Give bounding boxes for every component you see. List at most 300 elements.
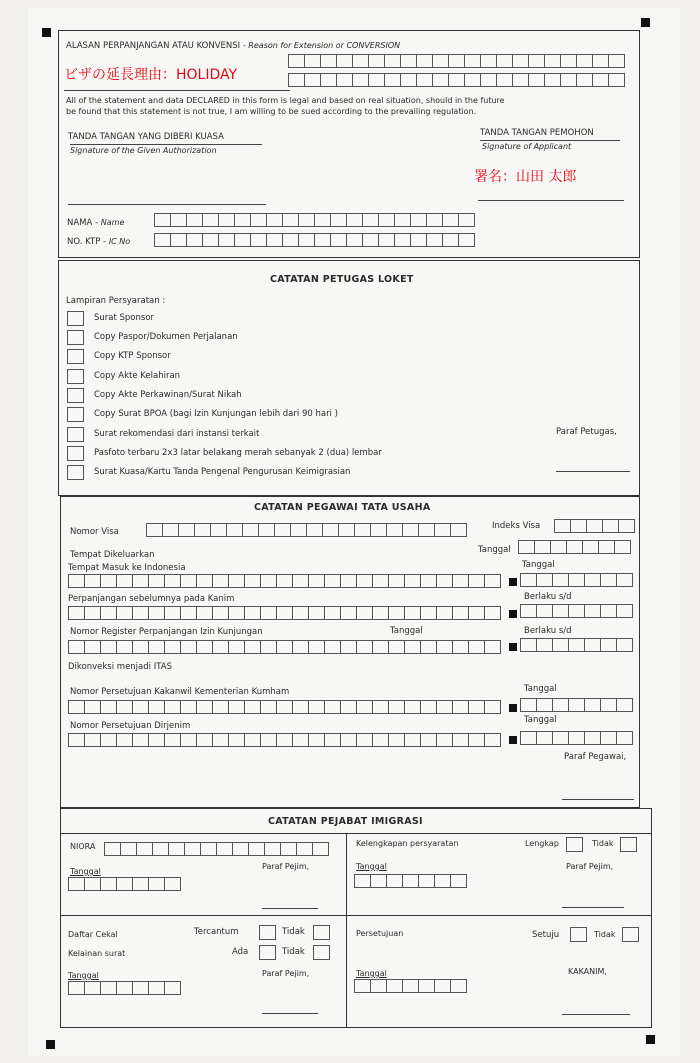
character-box[interactable]: [213, 700, 229, 714]
character-box[interactable]: [165, 640, 181, 654]
character-box[interactable]: [171, 233, 187, 247]
character-box[interactable]: [437, 700, 453, 714]
character-box[interactable]: [453, 640, 469, 654]
character-box[interactable]: [85, 640, 101, 654]
character-box[interactable]: [245, 640, 261, 654]
character-box[interactable]: [181, 574, 197, 588]
character-box[interactable]: [275, 523, 291, 537]
reason-filled-value[interactable]: ビザの延長理由：HOLIDAY: [64, 67, 238, 83]
character-box[interactable]: [601, 698, 617, 712]
character-box[interactable]: [229, 574, 245, 588]
character-box[interactable]: [569, 573, 585, 587]
character-box[interactable]: [601, 638, 617, 652]
character-box[interactable]: [403, 979, 419, 993]
character-box[interactable]: [203, 213, 219, 227]
character-box[interactable]: [553, 731, 569, 745]
character-box[interactable]: [603, 519, 619, 533]
character-box[interactable]: [521, 698, 537, 712]
lengkap-checkbox[interactable]: [566, 837, 583, 852]
character-box[interactable]: [321, 73, 337, 87]
character-box[interactable]: [353, 54, 369, 68]
character-box[interactable]: [453, 574, 469, 588]
character-box[interactable]: [339, 523, 355, 537]
character-box[interactable]: [385, 54, 401, 68]
character-box[interactable]: [133, 606, 149, 620]
character-box[interactable]: [405, 574, 421, 588]
character-box[interactable]: [233, 842, 249, 856]
character-box[interactable]: [249, 842, 265, 856]
character-box[interactable]: [521, 638, 537, 652]
character-box[interactable]: [385, 73, 401, 87]
character-box[interactable]: [293, 640, 309, 654]
character-box[interactable]: [585, 731, 601, 745]
attachment-checkbox[interactable]: [67, 388, 84, 403]
character-box[interactable]: [299, 213, 315, 227]
character-box[interactable]: [519, 540, 535, 554]
character-box[interactable]: [437, 606, 453, 620]
character-box[interactable]: [101, 700, 117, 714]
character-box[interactable]: [405, 606, 421, 620]
character-box[interactable]: [181, 700, 197, 714]
perpanjangan-boxes[interactable]: [68, 606, 501, 620]
character-box[interactable]: [325, 574, 341, 588]
tanggal-boxes[interactable]: [520, 731, 633, 745]
character-box[interactable]: [261, 640, 277, 654]
indeks-visa-boxes[interactable]: [554, 519, 635, 533]
character-box[interactable]: [133, 640, 149, 654]
character-box[interactable]: [149, 640, 165, 654]
character-box[interactable]: [305, 73, 321, 87]
character-box[interactable]: [373, 733, 389, 747]
tidak-checkbox[interactable]: [620, 837, 637, 852]
character-box[interactable]: [469, 700, 485, 714]
character-box[interactable]: [197, 606, 213, 620]
character-box[interactable]: [155, 233, 171, 247]
character-box[interactable]: [347, 233, 363, 247]
character-box[interactable]: [585, 604, 601, 618]
character-box[interactable]: [355, 523, 371, 537]
character-box[interactable]: [153, 842, 169, 856]
character-box[interactable]: [435, 979, 451, 993]
character-box[interactable]: [427, 213, 443, 227]
character-box[interactable]: [261, 574, 277, 588]
character-box[interactable]: [251, 213, 267, 227]
character-box[interactable]: [617, 573, 633, 587]
character-box[interactable]: [245, 574, 261, 588]
character-box[interactable]: [85, 574, 101, 588]
character-box[interactable]: [197, 574, 213, 588]
character-box[interactable]: [437, 640, 453, 654]
character-box[interactable]: [465, 73, 481, 87]
character-box[interactable]: [537, 698, 553, 712]
tanggal-boxes[interactable]: [354, 874, 467, 888]
character-box[interactable]: [405, 700, 421, 714]
character-box[interactable]: [569, 604, 585, 618]
character-box[interactable]: [395, 213, 411, 227]
character-box[interactable]: [341, 640, 357, 654]
character-box[interactable]: [569, 731, 585, 745]
tidak-checkbox[interactable]: [622, 927, 639, 942]
character-box[interactable]: [133, 574, 149, 588]
character-box[interactable]: [101, 733, 117, 747]
character-box[interactable]: [529, 54, 545, 68]
character-box[interactable]: [213, 640, 229, 654]
attachment-checkbox[interactable]: [67, 369, 84, 384]
character-box[interactable]: [117, 981, 133, 995]
character-box[interactable]: [545, 54, 561, 68]
character-box[interactable]: [291, 523, 307, 537]
character-box[interactable]: [373, 640, 389, 654]
character-box[interactable]: [101, 640, 117, 654]
character-box[interactable]: [211, 523, 227, 537]
character-box[interactable]: [101, 877, 117, 891]
character-box[interactable]: [213, 606, 229, 620]
character-box[interactable]: [485, 640, 501, 654]
character-box[interactable]: [357, 733, 373, 747]
character-box[interactable]: [401, 73, 417, 87]
character-box[interactable]: [331, 233, 347, 247]
character-box[interactable]: [569, 638, 585, 652]
character-box[interactable]: [593, 54, 609, 68]
character-box[interactable]: [315, 213, 331, 227]
character-box[interactable]: [459, 233, 475, 247]
character-box[interactable]: [403, 874, 419, 888]
character-box[interactable]: [537, 638, 553, 652]
character-box[interactable]: [449, 73, 465, 87]
character-box[interactable]: [451, 523, 467, 537]
character-box[interactable]: [449, 54, 465, 68]
persetujuan-dirjen-boxes[interactable]: [68, 733, 501, 747]
character-box[interactable]: [309, 606, 325, 620]
character-box[interactable]: [513, 73, 529, 87]
character-box[interactable]: [235, 213, 251, 227]
character-box[interactable]: [149, 877, 165, 891]
character-box[interactable]: [355, 979, 371, 993]
character-box[interactable]: [137, 842, 153, 856]
character-box[interactable]: [299, 233, 315, 247]
persetujuan-kakanwil-boxes[interactable]: [68, 700, 501, 714]
character-box[interactable]: [421, 640, 437, 654]
applicant-signature[interactable]: 署名：山田 太郎: [474, 169, 577, 185]
character-box[interactable]: [451, 979, 467, 993]
berlaku-boxes[interactable]: [520, 604, 633, 618]
character-box[interactable]: [289, 73, 305, 87]
character-box[interactable]: [213, 574, 229, 588]
character-box[interactable]: [261, 700, 277, 714]
character-box[interactable]: [197, 640, 213, 654]
character-box[interactable]: [437, 733, 453, 747]
character-box[interactable]: [293, 574, 309, 588]
character-box[interactable]: [309, 640, 325, 654]
character-box[interactable]: [571, 519, 587, 533]
character-box[interactable]: [117, 640, 133, 654]
character-box[interactable]: [421, 733, 437, 747]
character-box[interactable]: [469, 640, 485, 654]
character-box[interactable]: [529, 73, 545, 87]
character-box[interactable]: [235, 233, 251, 247]
character-box[interactable]: [411, 233, 427, 247]
character-box[interactable]: [169, 842, 185, 856]
character-box[interactable]: [553, 604, 569, 618]
character-box[interactable]: [417, 54, 433, 68]
tanggal-boxes[interactable]: [68, 877, 181, 891]
character-box[interactable]: [347, 213, 363, 227]
character-box[interactable]: [121, 842, 137, 856]
character-box[interactable]: [309, 733, 325, 747]
character-box[interactable]: [585, 573, 601, 587]
character-box[interactable]: [421, 606, 437, 620]
character-box[interactable]: [229, 640, 245, 654]
character-box[interactable]: [69, 733, 85, 747]
character-box[interactable]: [69, 877, 85, 891]
character-box[interactable]: [369, 73, 385, 87]
character-box[interactable]: [309, 700, 325, 714]
character-box[interactable]: [85, 981, 101, 995]
character-box[interactable]: [283, 233, 299, 247]
character-box[interactable]: [69, 700, 85, 714]
character-box[interactable]: [325, 606, 341, 620]
character-box[interactable]: [587, 519, 603, 533]
character-box[interactable]: [617, 638, 633, 652]
character-box[interactable]: [433, 54, 449, 68]
character-box[interactable]: [341, 606, 357, 620]
character-box[interactable]: [69, 606, 85, 620]
character-box[interactable]: [371, 523, 387, 537]
character-box[interactable]: [355, 874, 371, 888]
character-box[interactable]: [437, 574, 453, 588]
character-box[interactable]: [485, 733, 501, 747]
character-box[interactable]: [147, 523, 163, 537]
character-box[interactable]: [229, 700, 245, 714]
attachment-checkbox[interactable]: [67, 349, 84, 364]
character-box[interactable]: [217, 842, 233, 856]
character-box[interactable]: [133, 981, 149, 995]
character-box[interactable]: [521, 731, 537, 745]
character-box[interactable]: [259, 523, 275, 537]
character-box[interactable]: [289, 54, 305, 68]
character-box[interactable]: [453, 700, 469, 714]
character-box[interactable]: [465, 54, 481, 68]
character-box[interactable]: [325, 733, 341, 747]
character-box[interactable]: [585, 638, 601, 652]
character-box[interactable]: [363, 213, 379, 227]
tidak-checkbox[interactable]: [313, 925, 330, 940]
character-box[interactable]: [537, 573, 553, 587]
character-box[interactable]: [203, 233, 219, 247]
character-box[interactable]: [281, 842, 297, 856]
character-box[interactable]: [389, 606, 405, 620]
character-box[interactable]: [353, 73, 369, 87]
character-box[interactable]: [617, 604, 633, 618]
setuju-checkbox[interactable]: [570, 927, 587, 942]
character-box[interactable]: [401, 54, 417, 68]
character-box[interactable]: [229, 733, 245, 747]
character-box[interactable]: [165, 606, 181, 620]
character-box[interactable]: [513, 54, 529, 68]
character-box[interactable]: [341, 700, 357, 714]
character-box[interactable]: [321, 54, 337, 68]
character-box[interactable]: [599, 540, 615, 554]
character-box[interactable]: [309, 574, 325, 588]
character-box[interactable]: [417, 73, 433, 87]
character-box[interactable]: [133, 733, 149, 747]
character-box[interactable]: [537, 604, 553, 618]
tercantum-checkbox[interactable]: [259, 925, 276, 940]
character-box[interactable]: [213, 733, 229, 747]
character-box[interactable]: [593, 73, 609, 87]
character-box[interactable]: [371, 979, 387, 993]
character-box[interactable]: [305, 54, 321, 68]
character-box[interactable]: [601, 573, 617, 587]
character-box[interactable]: [601, 604, 617, 618]
character-box[interactable]: [245, 700, 261, 714]
character-box[interactable]: [469, 574, 485, 588]
character-box[interactable]: [201, 842, 217, 856]
character-box[interactable]: [411, 213, 427, 227]
character-box[interactable]: [185, 842, 201, 856]
character-box[interactable]: [585, 698, 601, 712]
name-boxes[interactable]: [154, 213, 475, 227]
character-box[interactable]: [451, 874, 467, 888]
character-box[interactable]: [551, 540, 567, 554]
character-box[interactable]: [485, 606, 501, 620]
character-box[interactable]: [181, 640, 197, 654]
character-box[interactable]: [453, 606, 469, 620]
tanggal-boxes[interactable]: [68, 981, 181, 995]
character-box[interactable]: [357, 700, 373, 714]
character-box[interactable]: [485, 574, 501, 588]
character-box[interactable]: [553, 573, 569, 587]
character-box[interactable]: [453, 733, 469, 747]
character-box[interactable]: [553, 698, 569, 712]
character-box[interactable]: [421, 574, 437, 588]
character-box[interactable]: [357, 574, 373, 588]
character-box[interactable]: [197, 733, 213, 747]
character-box[interactable]: [229, 606, 245, 620]
character-box[interactable]: [265, 842, 281, 856]
character-box[interactable]: [387, 979, 403, 993]
character-box[interactable]: [149, 981, 165, 995]
character-box[interactable]: [197, 700, 213, 714]
character-box[interactable]: [569, 698, 585, 712]
tempat-masuk-boxes[interactable]: [68, 574, 501, 588]
character-box[interactable]: [245, 606, 261, 620]
character-box[interactable]: [379, 213, 395, 227]
character-box[interactable]: [419, 523, 435, 537]
character-box[interactable]: [357, 640, 373, 654]
character-box[interactable]: [307, 523, 323, 537]
character-box[interactable]: [165, 733, 181, 747]
berlaku-boxes[interactable]: [520, 638, 633, 652]
character-box[interactable]: [617, 731, 633, 745]
character-box[interactable]: [427, 233, 443, 247]
character-box[interactable]: [421, 700, 437, 714]
character-box[interactable]: [403, 523, 419, 537]
character-box[interactable]: [521, 604, 537, 618]
character-box[interactable]: [325, 640, 341, 654]
character-box[interactable]: [101, 574, 117, 588]
character-box[interactable]: [187, 213, 203, 227]
character-box[interactable]: [617, 698, 633, 712]
character-box[interactable]: [609, 73, 625, 87]
character-box[interactable]: [105, 842, 121, 856]
character-box[interactable]: [387, 874, 403, 888]
character-box[interactable]: [601, 731, 617, 745]
character-box[interactable]: [545, 73, 561, 87]
niora-boxes[interactable]: [104, 842, 329, 856]
character-box[interactable]: [443, 233, 459, 247]
character-box[interactable]: [171, 213, 187, 227]
character-box[interactable]: [69, 981, 85, 995]
character-box[interactable]: [165, 700, 181, 714]
character-box[interactable]: [165, 981, 181, 995]
character-box[interactable]: [117, 574, 133, 588]
character-box[interactable]: [117, 700, 133, 714]
character-box[interactable]: [481, 54, 497, 68]
character-box[interactable]: [101, 981, 117, 995]
character-box[interactable]: [341, 574, 357, 588]
character-box[interactable]: [117, 733, 133, 747]
attachment-checkbox[interactable]: [67, 465, 84, 480]
character-box[interactable]: [405, 733, 421, 747]
character-box[interactable]: [615, 540, 631, 554]
character-box[interactable]: [419, 979, 435, 993]
character-box[interactable]: [277, 640, 293, 654]
character-box[interactable]: [85, 733, 101, 747]
character-box[interactable]: [227, 523, 243, 537]
character-box[interactable]: [261, 606, 277, 620]
character-box[interactable]: [561, 54, 577, 68]
character-box[interactable]: [567, 540, 583, 554]
character-box[interactable]: [481, 73, 497, 87]
character-box[interactable]: [323, 523, 339, 537]
character-box[interactable]: [373, 574, 389, 588]
character-box[interactable]: [155, 213, 171, 227]
character-box[interactable]: [609, 54, 625, 68]
character-box[interactable]: [405, 640, 421, 654]
character-box[interactable]: [149, 700, 165, 714]
tanggal-boxes[interactable]: [520, 573, 633, 587]
character-box[interactable]: [133, 877, 149, 891]
character-box[interactable]: [561, 73, 577, 87]
character-box[interactable]: [395, 233, 411, 247]
character-box[interactable]: [389, 700, 405, 714]
character-box[interactable]: [325, 700, 341, 714]
character-box[interactable]: [435, 874, 451, 888]
character-box[interactable]: [435, 523, 451, 537]
character-box[interactable]: [469, 606, 485, 620]
character-box[interactable]: [497, 54, 513, 68]
tidak-checkbox[interactable]: [313, 945, 330, 960]
character-box[interactable]: [245, 733, 261, 747]
character-box[interactable]: [181, 733, 197, 747]
reason-boxes[interactable]: [288, 73, 625, 87]
character-box[interactable]: [277, 574, 293, 588]
character-box[interactable]: [219, 233, 235, 247]
character-box[interactable]: [85, 700, 101, 714]
character-box[interactable]: [389, 574, 405, 588]
character-box[interactable]: [497, 73, 513, 87]
character-box[interactable]: [583, 540, 599, 554]
character-box[interactable]: [85, 606, 101, 620]
attachment-checkbox[interactable]: [67, 330, 84, 345]
character-box[interactable]: [293, 733, 309, 747]
character-box[interactable]: [187, 233, 203, 247]
character-box[interactable]: [389, 733, 405, 747]
character-box[interactable]: [101, 606, 117, 620]
character-box[interactable]: [243, 523, 259, 537]
ktp-boxes[interactable]: [154, 233, 475, 247]
